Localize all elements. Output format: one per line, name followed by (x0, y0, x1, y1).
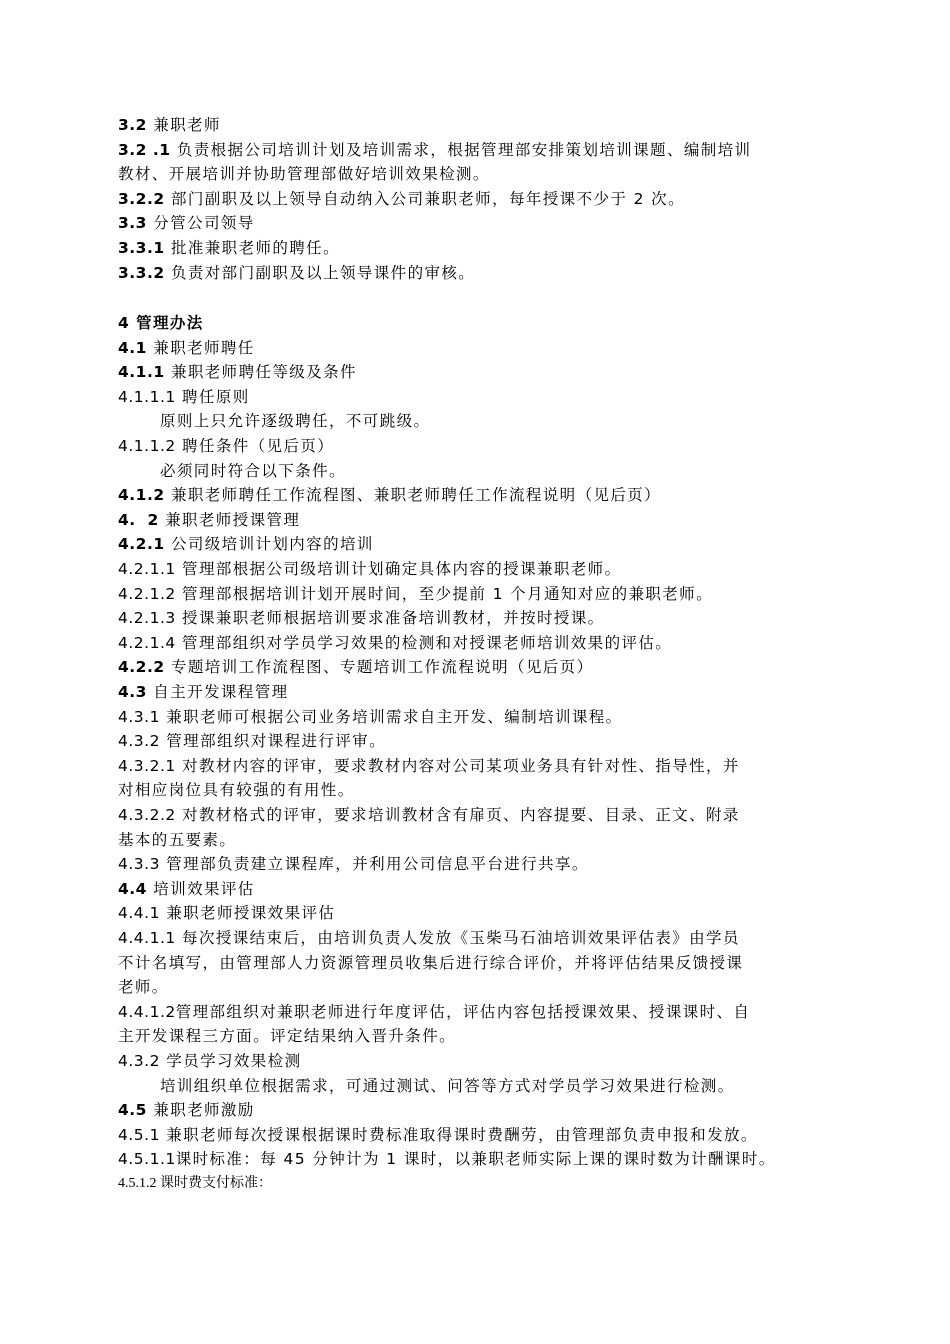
clause-4-4-1: 4.4.1 兼职老师授课效果评估 (118, 904, 336, 922)
clause-4-3-2: 4.3.2 管理部组织对课程进行评审。 (118, 732, 386, 750)
section-3-2-heading: 3.2 兼职老师 (118, 116, 221, 134)
clause-4-2-1-4: 4.2.1.4 管理部组织对学员学习效果的检测和对授课老师培训效果的评估。 (118, 634, 673, 652)
clause-4-1-2: 4.1.2 兼职老师聘任工作流程图、兼职老师聘任工作流程说明（见后页） (118, 486, 662, 504)
clause-4-2-1-1: 4.2.1.1 管理部根据公司级培训计划确定具体内容的授课兼职老师。 (118, 560, 622, 578)
clause-4-1-1: 4.1.1 兼职老师聘任等级及条件 (118, 363, 357, 381)
section-4-2-heading: 4. 2 兼职老师授课管理 (118, 511, 301, 529)
clause-4-1-1-1: 4.1.1.1 聘任原则 (118, 388, 250, 406)
clause-4-4-1-2: 4.4.1.2管理部组织对兼职老师进行年度评估，评估内容包括授课效果、授课课时、自 (118, 1003, 751, 1021)
section-4-4-heading: 4.4 培训效果评估 (118, 880, 255, 898)
clause-4-5-1-2: 4.5.1.2 课时费支付标准： (118, 1176, 272, 1191)
clause-4-4-1-1: 4.4.1.1 每次授课结束后，由培训负责人发放《玉柴马石油培训效果评估表》由学员 (118, 929, 740, 947)
clause-4-3-1: 4.3.1 兼职老师可根据公司业务培训需求自主开发、编制培训课程。 (118, 708, 623, 726)
clause-4-1-1-1-body: 原则上只允许逐级聘任，不可跳级。 (160, 412, 431, 430)
section-4-3-heading: 4.3 自主开发课程管理 (118, 683, 289, 701)
clause-4-2-1-2: 4.2.1.2 管理部根据培训计划开展时间，至少提前 1 个月通知对应的兼职老师。 (118, 585, 713, 603)
clause-4-3-2-2: 4.3.2.2 对教材格式的评审，要求培训教材含有扉页、内容提要、目录、正文、附录 (118, 806, 740, 824)
clause-3-2-1-continued: 教材、开展培训并协助管理部做好培训效果检测。 (118, 165, 490, 183)
clause-4-3-3: 4.3.3 管理部负责建立课程库，并利用公司信息平台进行共享。 (118, 855, 589, 873)
clause-3-3-2: 3.3.2 负责对部门副职及以上领导课件的审核。 (118, 264, 476, 282)
clause-4-1-1-2-body: 必须同时符合以下条件。 (160, 462, 346, 480)
clause-4-3-2-learning: 4.3.2 学员学习效果检测 (118, 1052, 302, 1070)
clause-4-2-2: 4.2.2 专题培训工作流程图、专题培训工作流程说明（见后页） (118, 658, 594, 676)
clause-3-3-1: 3.3.1 批准兼职老师的聘任。 (118, 239, 340, 257)
clause-3-2-2: 3.2.2 部门副职及以上领导自动纳入公司兼职老师，每年授课不少于 2 次。 (118, 190, 685, 208)
clause-4-4-1-2-continued: 主开发课程三方面。评定结果纳入晋升条件。 (118, 1027, 457, 1045)
clause-4-2-1: 4.2.1 公司级培训计划内容的培训 (118, 535, 374, 553)
clause-4-3-2-2-continued: 基本的五要素。 (118, 831, 237, 849)
section-4-1-heading: 4.1 兼职老师聘任 (118, 339, 255, 357)
clause-4-4-1-1-continued: 不计名填写，由管理部人力资源管理员收集后进行综合评价，并将评估结果反馈授课 (118, 954, 744, 972)
clause-4-3-2-1: 4.3.2.1 对教材内容的评审，要求教材内容对公司某项业务具有针对性、指导性，并 (118, 757, 740, 775)
clause-learning-body: 培训组织单位根据需求，可通过测试、问答等方式对学员学习效果进行检测。 (160, 1077, 735, 1095)
clause-4-5-1-1: 4.5.1.1课时标准：每 45 分钟计为 1 课时，以兼职老师实际上课的课时数为计酬课时。 (118, 1150, 776, 1168)
chapter-4-heading: 4 管理办法 (118, 314, 204, 332)
clause-4-5-1: 4.5.1 兼职老师每次授课根据课时费标准取得课时费酬劳，由管理部负责申报和发放。 (118, 1126, 758, 1144)
clause-4-2-1-3: 4.2.1.3 授课兼职老师根据培训要求准备培训教材，并按时授课。 (118, 609, 605, 627)
clause-3-2-1: 3.2 .1 负责根据公司培训计划及培训需求，根据管理部安排策划培训课题、编制培训 (118, 141, 752, 159)
section-3-3-heading: 3.3 分管公司领导 (118, 214, 255, 232)
clause-4-1-1-2: 4.1.1.2 聘任条件（见后页） (118, 437, 335, 455)
section-4-5-heading: 4.5 兼职老师激励 (118, 1101, 255, 1119)
clause-4-4-1-1-continued-2: 老师。 (118, 978, 169, 996)
clause-4-3-2-1-continued: 对相应岗位具有较强的有用性。 (118, 781, 355, 799)
